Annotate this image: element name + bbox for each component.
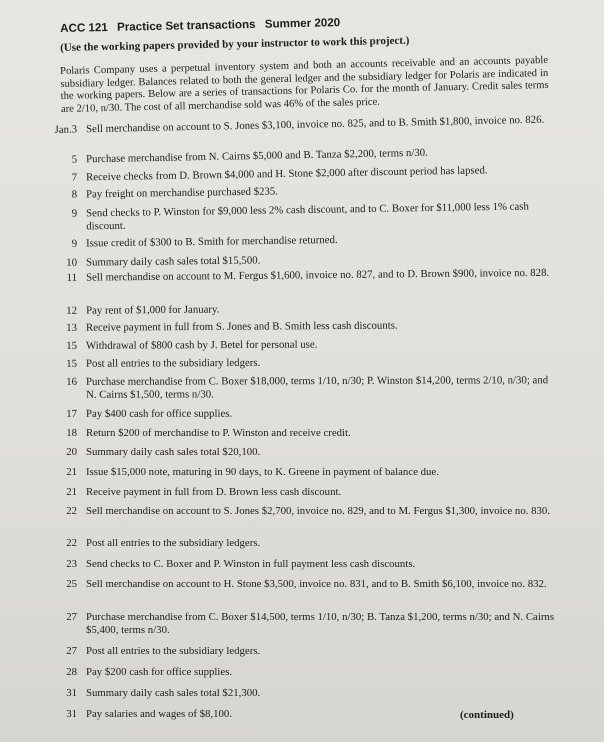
- transaction-text: Receive checks from D. Brown $4,000 and H. Stone $2,000 after discount period has lapsed.: [85, 164, 488, 184]
- transaction-date: 22: [66, 537, 77, 549]
- transaction-text: Send checks to C. Boxer and P. Winston in full payment less cash discounts.: [86, 558, 416, 570]
- transaction-row: [50, 611, 560, 637]
- continued-note: (continued): [460, 709, 514, 721]
- transaction-text: Post all entries to the subsidiary ledgers.: [85, 356, 261, 370]
- transaction-row: [50, 355, 560, 371]
- transaction-text: Purchase merchandise from N. Cairns $5,000 and B. Tanza $2,200, terms n/30.: [85, 146, 428, 166]
- transaction-date: 22: [66, 505, 77, 517]
- transaction-text: Summary daily cash sales total $21,300.: [86, 687, 261, 699]
- transaction-text: Purchase merchandise from C. Boxer $18,000, terms 1/10, n/30; P. Winston $14,200, terms 2/10, n/30; and N. Cairns $1,500, terms n/30.: [85, 374, 549, 401]
- transaction-text: Purchase merchandise from C. Boxer $14,500, terms 1/10, n/30; B. Tanza $1,200, terms n/30; and N. Cairns $5,400, terms n/30.: [86, 611, 555, 636]
- semester: Summer 2020: [264, 16, 341, 31]
- transaction-text: Pay rent of $1,000 for January.: [85, 303, 220, 317]
- title-text: Practice Set transactions: [116, 17, 256, 34]
- transaction-date: 16: [66, 375, 78, 388]
- transaction-date: 17: [66, 407, 78, 420]
- transaction-date: 12: [66, 304, 78, 317]
- transaction-text: Summary daily cash sales total $15,500.: [85, 254, 261, 269]
- transaction-date: 31: [66, 708, 77, 720]
- transaction-row: [50, 200, 560, 234]
- transaction-text: Receive payment in full from S. Jones and B. Smith less cash discounts.: [85, 319, 398, 334]
- transaction-text: Pay freight on merchandise purchased $235.: [85, 185, 279, 201]
- transaction-row: [50, 374, 560, 402]
- transaction-date: 15: [66, 339, 78, 352]
- transaction-row: [50, 666, 560, 679]
- transaction-date: 27: [66, 645, 77, 657]
- transaction-row: [50, 558, 560, 571]
- transaction-row: [50, 427, 560, 440]
- transaction-date: 11: [66, 271, 78, 284]
- transaction-text: Receive payment in full from D. Brown less cash discount.: [86, 486, 342, 498]
- transaction-row: [50, 318, 560, 335]
- transaction-date: 21: [66, 486, 77, 498]
- transaction-row: [50, 181, 560, 202]
- transaction-text: Withdrawal of $800 cash by J. Betel for personal use.: [85, 338, 318, 352]
- transaction-date: 7: [71, 171, 78, 184]
- transaction-text: Sell merchandise on account to M. Fergus $1,600, invoice no. 827, and to D. Brown $900, invoice no. 828.: [85, 266, 550, 284]
- transaction-date: 23: [66, 558, 77, 570]
- transaction-date: 10: [66, 256, 78, 269]
- transaction-text: Sell merchandise on account to S. Jones $3,100, invoice no. 825, and to B. Smith $1,800, invoice no. 826.: [85, 113, 545, 136]
- transaction-text: Pay salaries and wages of $8,100.: [86, 708, 233, 720]
- course-code: ACC 121: [60, 21, 108, 35]
- transaction-row: [50, 466, 560, 479]
- transaction-row: [50, 113, 560, 137]
- transaction-date: 8: [71, 188, 78, 201]
- transaction-date: 15: [66, 357, 78, 370]
- transaction-date: 5: [71, 153, 78, 166]
- transaction-date: 18: [66, 427, 77, 439]
- transaction-text: Pay $200 cash for office supplies.: [86, 666, 233, 678]
- transaction-row: [50, 301, 560, 318]
- transaction-row: [50, 687, 560, 700]
- document-subtitle: (Use the working papers provided by your instructor to work this project.): [60, 34, 410, 54]
- transaction-row: [50, 537, 560, 550]
- transaction-date: 27: [66, 611, 77, 623]
- transaction-text: Post all entries to the subsidiary ledgers.: [86, 645, 261, 657]
- transaction-date: 20: [66, 446, 77, 458]
- transaction-row: [50, 231, 560, 251]
- transaction-date: 13: [66, 321, 78, 334]
- transaction-text: Post all entries to the subsidiary ledgers.: [86, 537, 261, 549]
- transaction-row: [50, 337, 560, 353]
- transaction-text: Return $200 of merchandise to P. Winston and receive credit.: [86, 427, 351, 439]
- transaction-text: Sell merchandise on account to H. Stone $3,500, invoice no. 831, and to B. Smith $6,100, invoice no. 832.: [86, 578, 547, 590]
- intro-paragraph: Polaris Company uses a perpetual inventory system and both an accounts receivable and an accounts payable subsidiary ledger. Balances related to both the general ledger and the subsidiary ledger for Polaris are indicated in the working papers. Below are a series of transactions for Polaris Co. for the month of January. Credit sales terms are 2/10, n/30. The cost of all merchandise sold was 46% of the sales price.: [60, 54, 549, 115]
- transaction-text: Pay $400 cash for office supplies.: [85, 407, 233, 420]
- transaction-date: 25: [66, 578, 77, 590]
- transaction-text: Send checks to P. Winston for $9,000 less 2% cash discount, and to C. Boxer for $11,000 less 1% cash discount.: [85, 200, 529, 233]
- transaction-text: Summary daily cash sales total $20,100.: [86, 446, 261, 458]
- transaction-date: Jan.3: [54, 123, 78, 136]
- transaction-row: [50, 505, 560, 518]
- transaction-row: [50, 407, 560, 421]
- transaction-date: 9: [71, 207, 78, 220]
- transaction-row: [50, 645, 560, 658]
- transaction-row: [50, 578, 560, 591]
- transaction-row: [50, 446, 560, 459]
- transaction-date: 9: [71, 237, 78, 250]
- transaction-row: [50, 708, 450, 721]
- transaction-date: 31: [66, 687, 77, 699]
- transaction-text: Sell merchandise on account to S. Jones $2,700, invoice no. 829, and to M. Fergus $1,300, invoice no. 830.: [86, 505, 551, 517]
- transaction-date: 21: [66, 466, 77, 478]
- transaction-text: Issue $15,000 note, maturing in 90 days, to K. Greene in payment of balance due.: [86, 466, 439, 478]
- transaction-text: Issue credit of $300 to B. Smith for merchandise returned.: [85, 233, 338, 250]
- transaction-row: [50, 486, 560, 499]
- transaction-row: [50, 267, 560, 285]
- transaction-date: 28: [66, 666, 77, 678]
